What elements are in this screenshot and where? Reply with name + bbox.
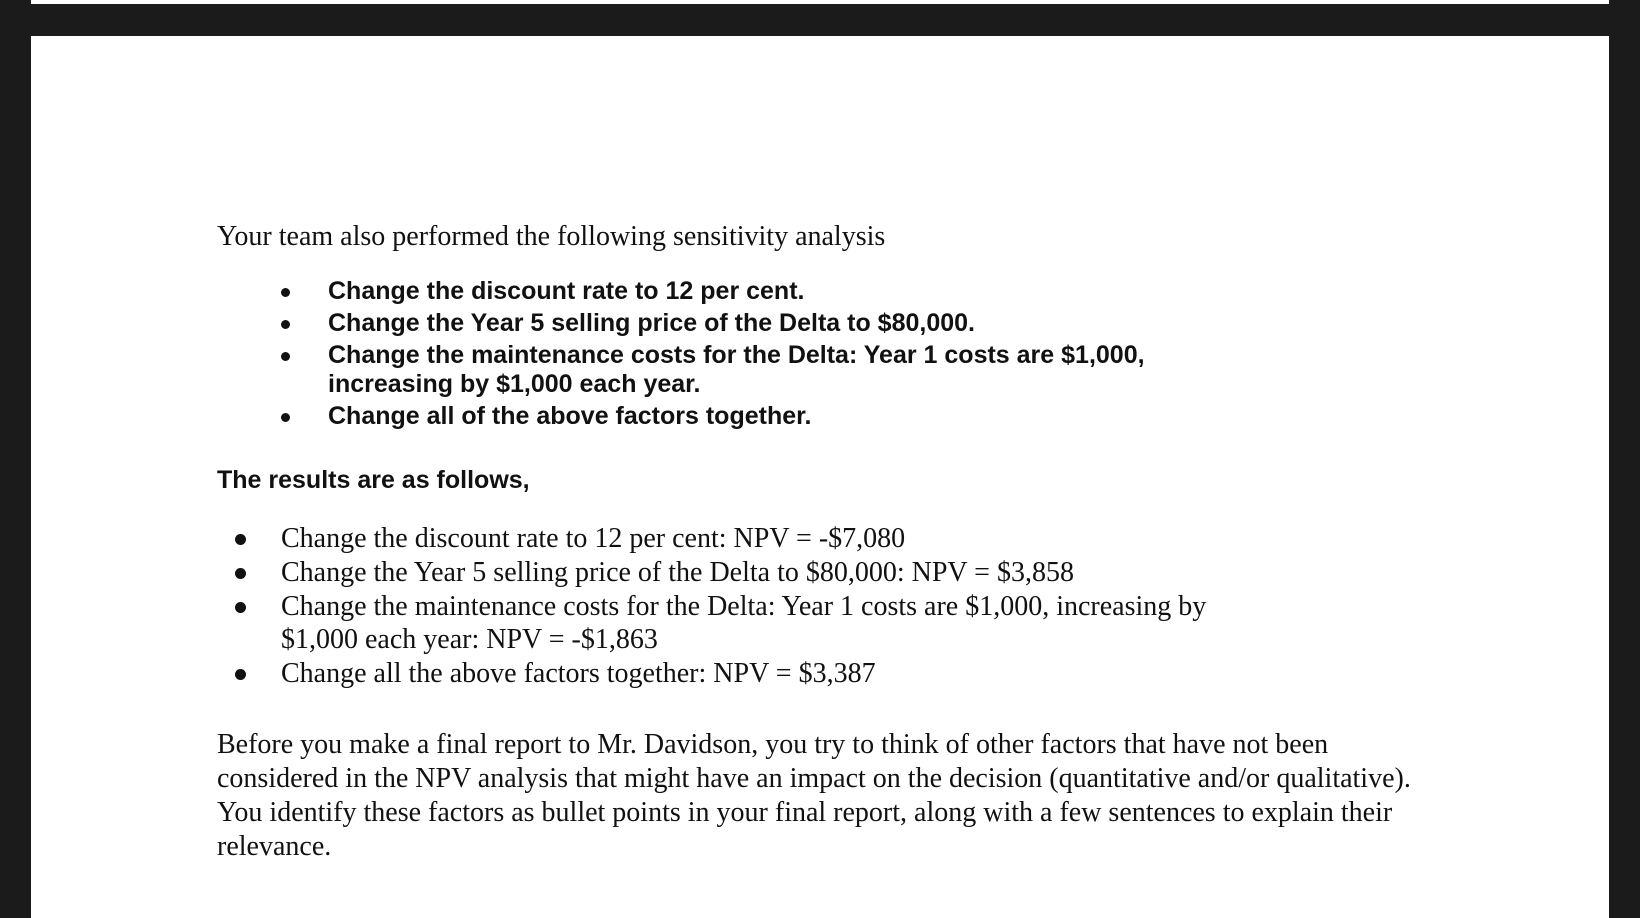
list-item-text: Change all the above factors together: NPV = $3,387 bbox=[281, 658, 876, 689]
list-item-text: Change the maintenance costs for the Delta: Year 1 costs are $1,000, increasing by $1,000 each year. bbox=[328, 341, 1145, 398]
list-item bbox=[0, 522, 1241, 555]
bullet-icon bbox=[235, 602, 246, 613]
bullet-icon bbox=[235, 568, 246, 579]
results-heading: The results are as follows, bbox=[217, 466, 530, 494]
list-item bbox=[0, 590, 1241, 656]
bullet-icon bbox=[281, 413, 290, 422]
intro-paragraph: Your team also performed the following sensitivity analysis bbox=[217, 221, 886, 252]
window-top-edge bbox=[31, 0, 1609, 4]
list-item-text: Change the discount rate to 12 per cent. bbox=[328, 277, 805, 305]
results-list bbox=[0, 522, 1640, 691]
list-item bbox=[0, 309, 1640, 338]
bullet-icon bbox=[235, 669, 246, 680]
list-item bbox=[0, 277, 1640, 306]
list-item bbox=[0, 341, 1188, 399]
list-item bbox=[0, 402, 1640, 431]
list-item bbox=[0, 657, 1241, 690]
bullet-icon bbox=[281, 320, 290, 329]
bullet-icon bbox=[281, 288, 290, 297]
bullet-icon bbox=[281, 352, 290, 361]
list-item bbox=[0, 556, 1241, 589]
list-item-text: Change all of the above factors together. bbox=[328, 402, 812, 430]
sensitivity-analysis-list bbox=[0, 277, 1640, 434]
closing-paragraph: Before you make a final report to Mr. Davidson, you try to think of other factors that have not been considered in the NPV analysis that might have an impact on the decision (quantitative and/or qualitative). You identify these factors as bullet points in your final report, along with a few sentences to explain their relevance. bbox=[217, 729, 1411, 862]
bullet-icon bbox=[235, 534, 246, 545]
list-item-text: Change the discount rate to 12 per cent: NPV = -$7,080 bbox=[281, 523, 906, 554]
list-item-text: Change the Year 5 selling price of the Delta to $80,000: NPV = $3,858 bbox=[281, 557, 1074, 588]
list-item-text: Change the maintenance costs for the Delta: Year 1 costs are $1,000, increasing by $1,000 each year: NPV = -$1,863 bbox=[281, 591, 1207, 655]
list-item-text: Change the Year 5 selling price of the Delta to $80,000. bbox=[328, 309, 975, 337]
